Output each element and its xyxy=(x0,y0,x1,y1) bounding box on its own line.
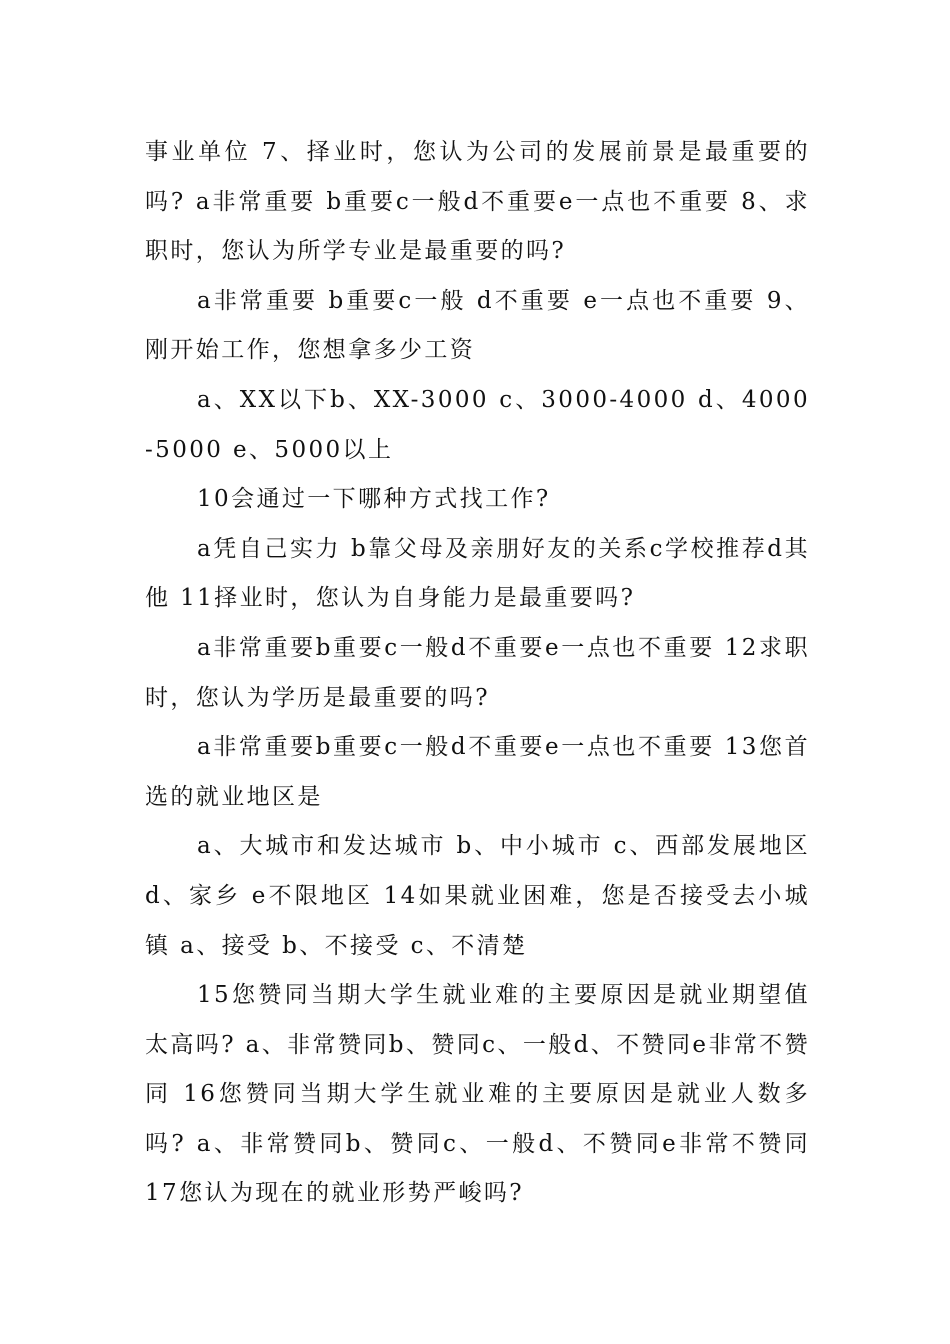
paragraph-5: a凭自己实力 b靠父母及亲朋好友的关系c学校推荐d其他 11择业时，您认为自身能力是最重要吗? xyxy=(145,535,810,612)
paragraph-2: a非常重要 b重要c一般 d不重要 e一点也不重要 9、 刚开始工作，您想拿多少工资 xyxy=(145,287,810,364)
paragraph-4: 10会通过一下哪种方式找工作? xyxy=(197,486,551,513)
paragraph-3: a、XX以下b、XX-3000 c、3000-4000 d、4000-5000 e、5000以上 xyxy=(145,386,810,463)
paragraph-1: 事业单位 7、择业时，您认为公司的发展前景是最重要的吗? a非常重要 b重要c一般d不重要e一点也不重要 8、求职时，您认为所学专业是最重要的吗? xyxy=(145,139,810,265)
paragraph-9: 15您赞同当期大学生就业难的主要原因是就业期望值太高吗? a、非常赞同b、赞同c、一般d、不赞同e非常不赞同 16您赞同当期大学生就业难的主要原因是就业人数多吗? a、非常赞同b、赞同c、一般d、不赞同e非常不赞同 17您认为现在的就业形势严峻吗? xyxy=(145,982,810,1207)
paragraph-6: a非常重要b重要c一般d不重要e一点也不重要 12求职时，您认为学历是最重要的吗? xyxy=(145,634,810,711)
paragraph-8: a、大城市和发达城市 b、中小城市 c、西部发展地区 d、家乡 e不限地区 14如果就业困难，您是否接受去小城镇 a、接受 b、不接受 c、不清楚 xyxy=(145,833,810,959)
paragraph-7: a非常重要b重要c一般d不重要e一点也不重要 13您首选的就业地区是 xyxy=(145,734,810,810)
document-body xyxy=(145,128,810,1219)
